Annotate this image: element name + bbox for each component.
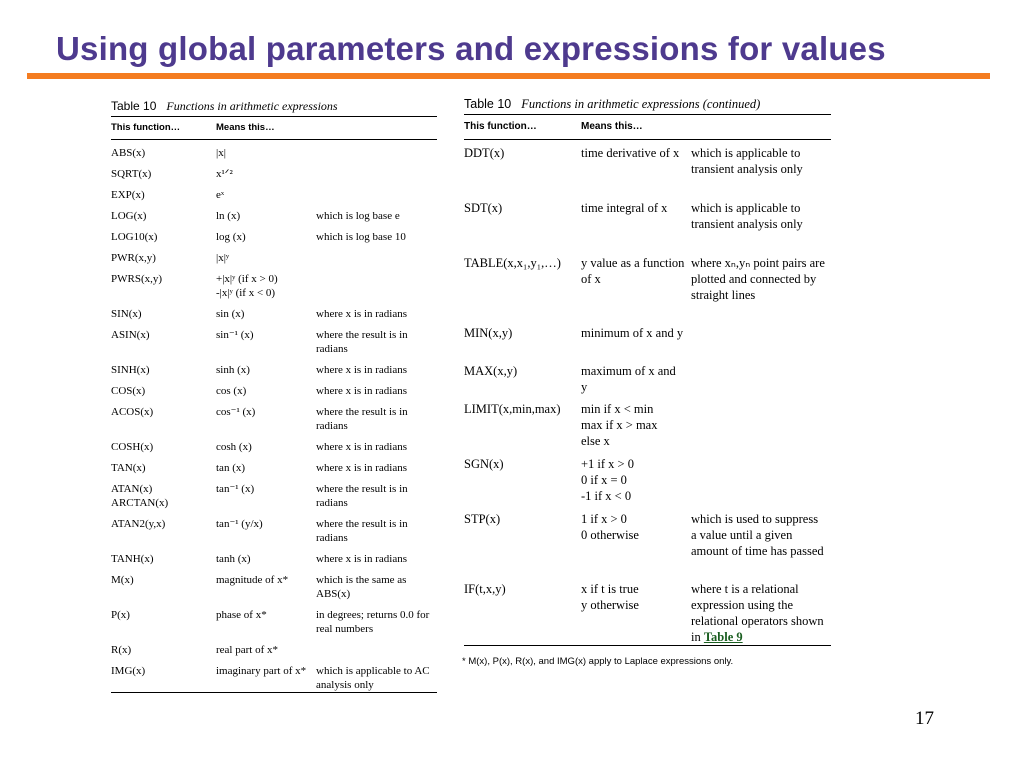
table-caption-text: Functions in arithmetic expressions [166, 99, 338, 113]
table-caption-number: Table 10 [464, 97, 512, 111]
cell-notes: which is the same as ABS(x) [316, 573, 407, 600]
table-row [111, 455, 437, 476]
table-row [111, 602, 437, 637]
table-row [111, 140, 437, 161]
table-row [111, 658, 437, 693]
cell-meaning: log (x) [216, 230, 246, 243]
cell-meaning: |x|ʸ [216, 251, 230, 264]
cell-function: TANH(x) [111, 552, 154, 565]
cell-function: M(x) [111, 573, 134, 586]
table-caption-text: Functions in arithmetic expressions (continued) [521, 97, 761, 111]
cell-notes: which is used to suppress a value until a given amount of time has passed [691, 511, 824, 558]
cell-meaning: sin (x) [216, 307, 245, 320]
cell-function: DDT(x) [464, 146, 505, 160]
table-row [111, 224, 437, 245]
cell-notes: where x is in radians [316, 461, 408, 474]
cell-meaning: cosh (x) [216, 440, 252, 453]
cell-notes: which is applicable to transient analysis only [691, 200, 803, 231]
functions-table-right [464, 96, 831, 646]
cell-function: LOG(x) [111, 209, 147, 222]
table-9-link[interactable]: Table 9 [703, 629, 743, 644]
cell-function: TABLE(x,x₁,y₁,…) [464, 255, 561, 270]
cell-meaning: +|x|ʸ (if x > 0) -|x|ʸ (if x < 0) [216, 272, 278, 299]
cell-function: SIN(x) [111, 307, 142, 320]
table-row [464, 250, 831, 320]
cell-meaning: cos⁻¹ (x) [216, 405, 256, 418]
cell-meaning: maximum of x and y [581, 363, 676, 394]
cell-notes: which is applicable to transient analysis only [691, 146, 803, 176]
cell-meaning: cos (x) [216, 384, 247, 397]
table-row [111, 511, 437, 546]
cell-notes [691, 396, 831, 451]
table-row [111, 378, 437, 399]
cell-function: SDT(x) [464, 200, 503, 215]
table-row [111, 245, 437, 266]
cell-function: ATAN(x) ARCTAN(x) [111, 482, 169, 509]
table-header-row [464, 115, 831, 140]
cell-notes: which is applicable to AC analysis only [316, 658, 437, 693]
table-caption [464, 96, 831, 114]
cell-function: MAX(x,y) [464, 363, 518, 378]
table-caption [111, 98, 437, 116]
table-row [111, 203, 437, 224]
cell-meaning: tan⁻¹ (x) [216, 482, 255, 495]
table-row [464, 506, 831, 576]
cell-function: ATAN2(y,x) [111, 517, 166, 530]
table-row [111, 399, 437, 434]
cell-notes: where x is in radians [316, 363, 408, 376]
cell-function: LIMIT(x,min,max) [464, 401, 561, 416]
table-row [111, 322, 437, 357]
table-row [111, 161, 437, 182]
cell-notes [691, 358, 831, 396]
cell-notes: which is log base e [316, 209, 400, 222]
table-row [111, 434, 437, 455]
header-function: This function… [111, 117, 216, 140]
cell-meaning: imaginary part of x* [216, 658, 316, 693]
table-row [111, 266, 437, 301]
cell-notes: where the result is in radians [316, 517, 408, 544]
cell-notes: where t is a relational expression using the relational operators shown in Table 9 [691, 576, 831, 646]
page-number: 17 [915, 708, 934, 729]
header-meaning: Means this… [216, 117, 316, 140]
header-notes [691, 115, 831, 140]
header-meaning: Means this… [581, 115, 691, 140]
cell-function: ACOS(x) [111, 405, 154, 418]
cell-notes: where the result is in radians [316, 405, 408, 432]
cell-meaning: tan (x) [216, 461, 246, 474]
table-row [464, 320, 831, 358]
cell-function: PWR(x,y) [111, 251, 156, 264]
table-row [111, 301, 437, 322]
table-header-row [111, 117, 437, 140]
cell-meaning: sin⁻¹ (x) [216, 328, 254, 341]
cell-function: SINH(x) [111, 363, 150, 376]
table-row [464, 576, 831, 646]
title-underline [27, 73, 990, 79]
table-row [111, 567, 437, 602]
cell-function: IMG(x) [111, 658, 216, 693]
cell-meaning: |x| [216, 147, 226, 159]
cell-meaning: magnitude of x* [216, 573, 289, 586]
cell-meaning: tanh (x) [216, 552, 251, 565]
cell-notes [316, 140, 437, 161]
cell-meaning: time derivative of x [581, 146, 680, 160]
table-row [464, 396, 831, 451]
cell-notes [316, 266, 437, 301]
cell-meaning: time integral of x [581, 200, 668, 215]
cell-notes [316, 182, 437, 203]
cell-meaning: x if t is true y otherwise [581, 576, 691, 646]
table-row [111, 182, 437, 203]
cell-function: P(x) [111, 608, 130, 621]
cell-notes: where x is in radians [316, 307, 408, 320]
cell-notes: which is log base 10 [316, 230, 406, 243]
cell-function: ABS(x) [111, 147, 146, 159]
cell-notes: in degrees; returns 0.0 for real numbers [316, 608, 430, 635]
table-row [111, 357, 437, 378]
cell-meaning: minimum of x and y [581, 325, 684, 340]
cell-function: IF(t,x,y) [464, 576, 581, 646]
functions-table-left [111, 98, 437, 693]
table-row [464, 451, 831, 506]
cell-meaning: min if x < min max if x > max else x [581, 401, 658, 448]
cell-function: COSH(x) [111, 440, 154, 453]
cell-function: SGN(x) [464, 456, 504, 471]
cell-notes: where x is in radians [316, 552, 408, 565]
table-row [111, 476, 437, 511]
cell-function: ASIN(x) [111, 328, 150, 341]
cell-meaning: phase of x* [216, 608, 267, 621]
cell-meaning: y value as a function of x [581, 255, 685, 286]
cell-notes: where xₙ,yₙ point pairs are plotted and connected by straight lines [691, 255, 825, 302]
cell-meaning: x¹ᐟ² [216, 167, 233, 180]
cell-meaning: ln (x) [216, 209, 241, 222]
cell-function: COS(x) [111, 384, 146, 397]
cell-notes: where x is in radians [316, 384, 408, 397]
cell-notes [691, 451, 831, 506]
table-row [464, 140, 831, 195]
cell-notes [316, 637, 437, 658]
cell-function: TAN(x) [111, 461, 146, 474]
cell-meaning: tan⁻¹ (y/x) [216, 517, 263, 530]
table-row [464, 195, 831, 250]
cell-function: LOG10(x) [111, 230, 158, 243]
cell-function: R(x) [111, 643, 132, 656]
cell-notes [691, 320, 831, 358]
cell-meaning: eˣ [216, 188, 225, 201]
functions-table-continued [464, 114, 831, 646]
cell-notes [316, 245, 437, 266]
header-notes [316, 117, 437, 140]
functions-table [111, 116, 437, 693]
table-footnote: * M(x), P(x), R(x), and IMG(x) apply to Laplace expressions only. [462, 656, 734, 667]
cell-notes: where the result is in radians [316, 482, 408, 509]
cell-notes [316, 161, 437, 182]
cell-function: MIN(x,y) [464, 325, 513, 340]
cell-notes: where x is in radians [316, 440, 408, 453]
cell-function: EXP(x) [111, 188, 145, 201]
cell-meaning: sinh (x) [216, 363, 250, 376]
cell-meaning: real part of x* [216, 643, 278, 656]
cell-function: STP(x) [464, 511, 501, 526]
header-function: This function… [464, 115, 581, 140]
cell-meaning: +1 if x > 0 0 if x = 0 -1 if x < 0 [581, 456, 634, 503]
table-row [111, 637, 437, 658]
cell-meaning: 1 if x > 0 0 otherwise [581, 511, 639, 542]
slide-title: Using global parameters and expressions for values [56, 30, 886, 67]
table-row [464, 358, 831, 396]
cell-notes: where the result is in radians [316, 328, 408, 355]
cell-function: SQRT(x) [111, 167, 152, 180]
table-row [111, 546, 437, 567]
cell-function: PWRS(x,y) [111, 272, 163, 285]
table-caption-number: Table 10 [111, 99, 157, 113]
